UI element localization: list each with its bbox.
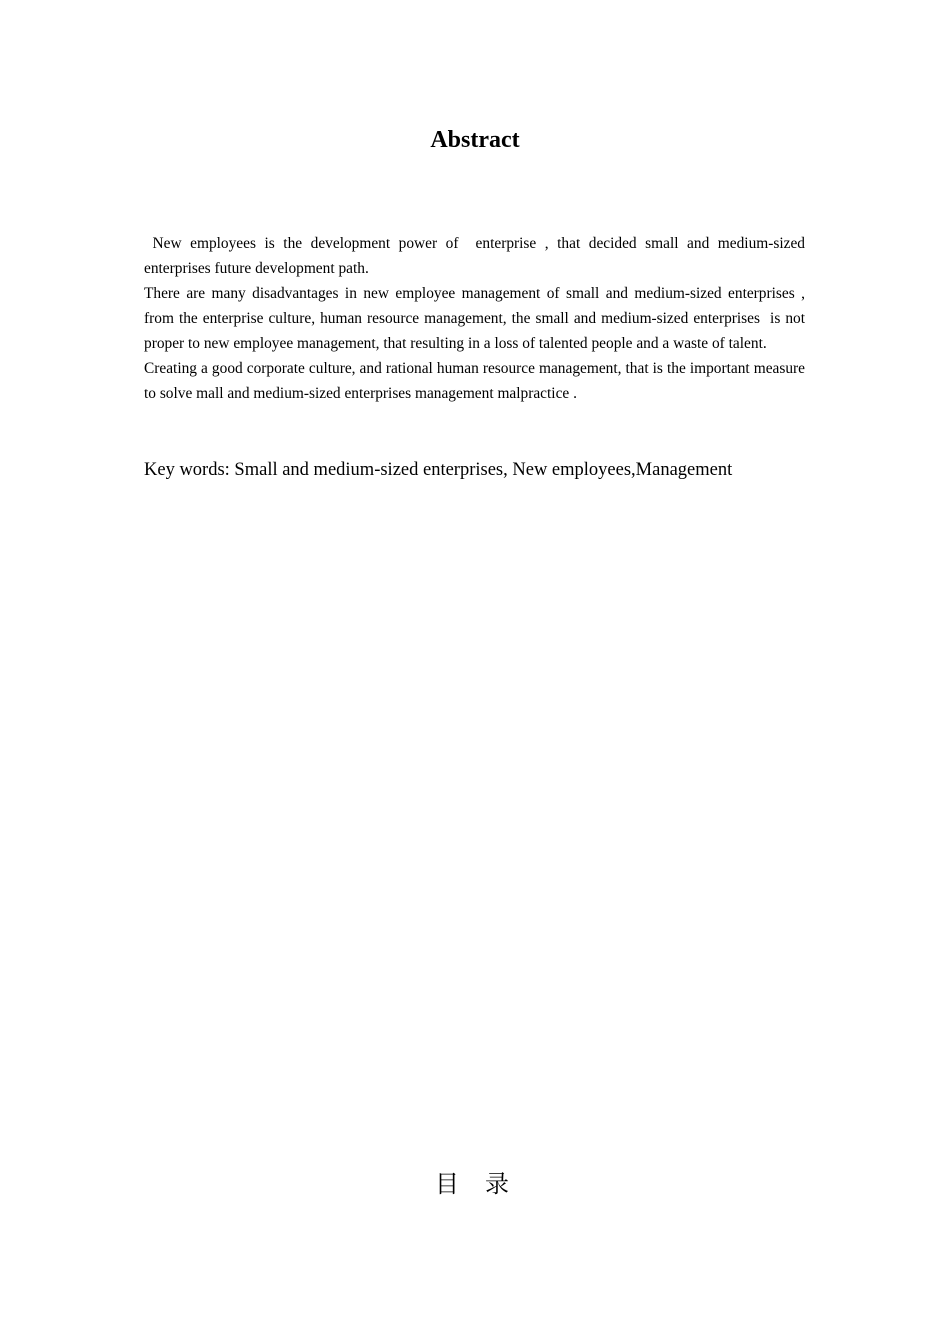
abstract-title: Abstract (430, 127, 520, 153)
abstract-paragraph-3: Creating a good corporate culture, and rational human resource management, that is the important measure to solve mall and medium-sized enterprises management malpractice . (144, 360, 809, 402)
keywords-line: Key words: Small and medium-sized enterprises, New employees,Management (144, 460, 733, 480)
table-of-contents-heading: 目 录 (435, 1172, 519, 1198)
abstract-body (144, 231, 809, 406)
abstract-paragraph-1: New employees is the development power of enterprise , that decided small and medium-sized enterprises future development path. (144, 235, 809, 277)
abstract-paragraph-2: There are many disadvantages in new employee management of small and medium-sized enterprises , from the enterprise culture, human resource management, the small and medium-sized enterprises is not proper to new employee management, that resulting in a loss of talented people and a waste of talent. (144, 285, 809, 352)
